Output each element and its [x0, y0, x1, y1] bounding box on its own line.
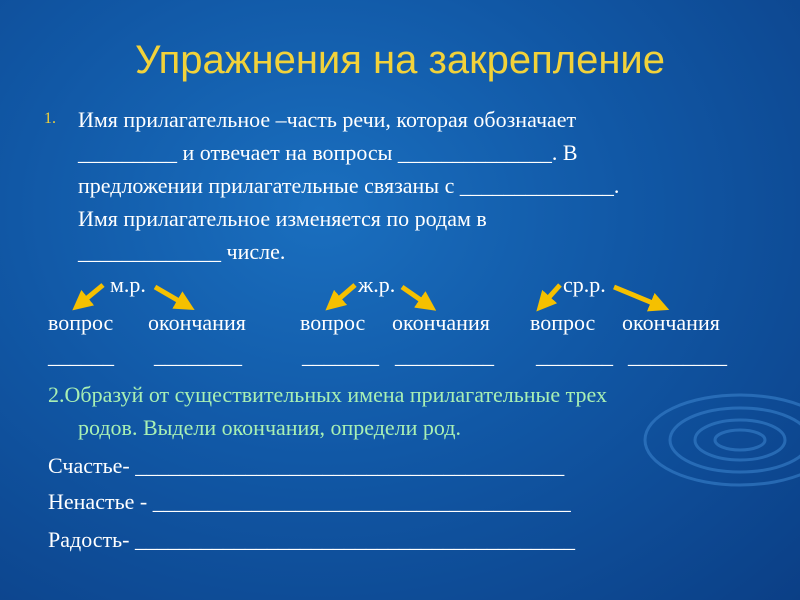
- task1-line-2: _________ и отвечает на вопросы ______________. В: [78, 140, 578, 165]
- gender-feminine: ж.р.: [358, 272, 396, 297]
- yellow-arrow-icon: [614, 287, 660, 306]
- water-ripple-decoration: [640, 360, 800, 560]
- answer-blank: ________: [154, 343, 242, 368]
- answer-blank: _________: [628, 343, 727, 368]
- column-label: окончания: [148, 310, 246, 335]
- task1-line-4: Имя прилагательное изменяется по родам в: [78, 206, 487, 231]
- column-label: вопрос: [530, 310, 596, 335]
- gender-masculine: м.р.: [110, 272, 146, 297]
- yellow-arrow-icon: [402, 287, 428, 305]
- answer-blank: _________: [395, 343, 494, 368]
- column-label: окончания: [622, 310, 720, 335]
- yellow-arrow-icon: [333, 285, 355, 304]
- task1-line-5: _____________ числе.: [78, 239, 286, 264]
- task2-line-1: 2.Образуй от существительных имена прилагательные трех: [48, 382, 607, 407]
- answer-blank: _______: [302, 343, 379, 368]
- column-label: вопрос: [300, 310, 366, 335]
- item-number: 1.: [44, 110, 56, 127]
- task2-line-2: родов. Выдели окончания, определи род.: [78, 415, 461, 440]
- yellow-arrow-icon: [155, 287, 186, 305]
- slide-title: Упражнения на закрепление: [134, 38, 666, 82]
- task1-line-1: Имя прилагательное –часть речи, которая обозначает: [78, 107, 577, 132]
- gender-neuter: ср.р.: [563, 272, 606, 297]
- column-label: вопрос: [48, 310, 114, 335]
- column-label: окончания: [392, 310, 490, 335]
- answer-blank: _______: [536, 343, 613, 368]
- answer-blank: ______: [48, 343, 114, 368]
- word-prompt-schastye: Счастье- _______________________________________: [48, 453, 565, 478]
- yellow-arrow-icon: [543, 285, 560, 304]
- word-prompt-nenastye: Ненастье - ______________________________________: [48, 489, 571, 514]
- word-prompt-radost: Радость- ________________________________________: [48, 527, 575, 552]
- yellow-arrow-icon: [80, 285, 103, 304]
- task1-line-3: предложении прилагательные связаны с ______________.: [78, 173, 620, 198]
